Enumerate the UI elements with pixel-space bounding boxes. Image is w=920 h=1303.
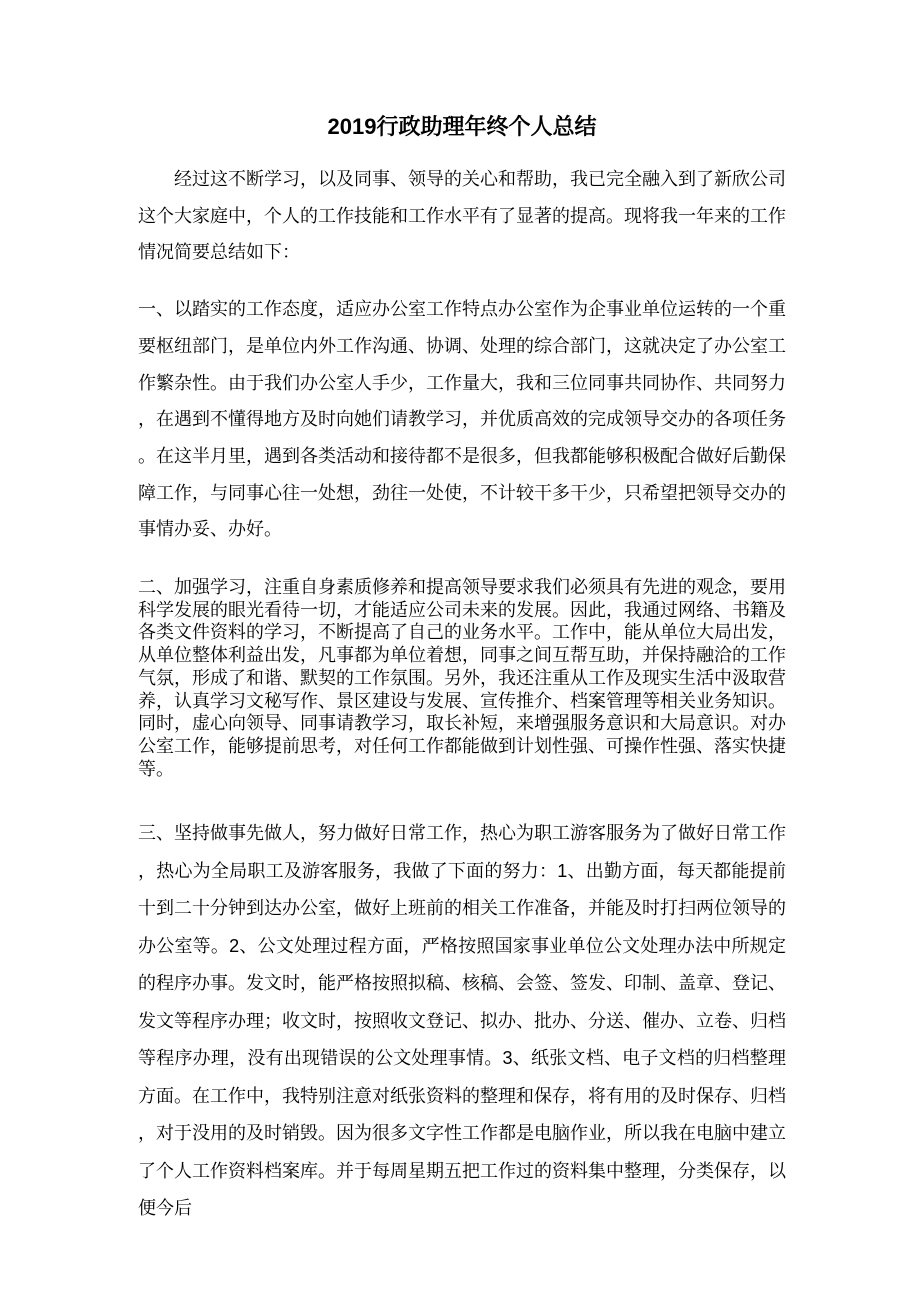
document-body [138, 0, 786, 1228]
paragraph-section-3: 三、坚持做事先做人，努力做好日常工作，热心为职工游客服务为了做好日常工作，热心为全局职工及游客服务，我做了下面的努力：1、出勤方面，每天都能提前十到二十分钟到达办公室，做好上班前的相关工作准备，并能及时打扫两位领导的办公室等。2、公文处理过程方面，严格按照国家事业单位公文处理办法中所规定的程序办事。发文时，能严格按照拟稿、核稿、会签、签发、印制、盖章、登记、发文等程序办理；收文时，按照收文登记、拟办、批办、分送、催办、立卷、归档等程序办理，没有出现错误的公文处理事情。3、纸张文档、电子文档的归档整理方面。在工作中，我特别注意对纸张资料的整理和保存，将有用的及时保存、归档，对于没用的及时销毁。因为很多文字性工作都是电脑作业，所以我在电脑中建立了个人工作资料档案库。并于每周星期五把工作过的资料集中整理，分类保存，以便今后 [138, 823, 786, 1219]
paragraph-section-2: 二、加强学习，注重自身素质修养和提高领导要求我们必须具有先进的观念，要用科学发展的眼光看待一切，才能适应公司未来的发展。因此，我通过网络、书籍及各类文件资料的学习，不断提高了自己的业务水平。工作中，能从单位大局出发，从单位整体利益出发，凡事都为单位着想，同事之间互帮互助，并保持融洽的工作气氛，形成了和谐、默契的工作氛围。另外，我还注重从工作及现实生活中汲取营养，认真学习文秘写作、景区建设与发展、宣传推介、档案管理等相关业务知识。同时，虚心向领导、同事请教学习，取长补短，来增强服务意识和大局意识。对办公室工作，能够提前思考，对任何工作都能做到计划性强、可操作性强、落实快捷等。 [138, 577, 786, 779]
paragraph-section-1: 一、以踏实的工作态度，适应办公室工作特点办公室作为企事业单位运转的一个重要枢纽部门，是单位内外工作沟通、协调、处理的综合部门，这就决定了办公室工作繁杂性。由于我们办公室人手少，工作量大，我和三位同事共同协作、共同努力，在遇到不懂得地方及时向她们请教学习，并优质高效的完成领导交办的各项任务。在这半月里，遇到各类活动和接待都不是很多，但我都能够积极配合做好后勤保障工作，与同事心往一处想，劲往一处使，不计较干多干少，只希望把领导交办的事情办妥、办好。 [138, 299, 786, 540]
paragraph-intro: 经过这不断学习，以及同事、领导的关心和帮助，我已完全融入到了新欣公司这个大家庭中，个人的工作技能和工作水平有了显著的提高。现将我一年来的工作情况简要总结如下： [138, 169, 786, 263]
document-title: 2019行政助理年终个人总结 [327, 114, 597, 139]
